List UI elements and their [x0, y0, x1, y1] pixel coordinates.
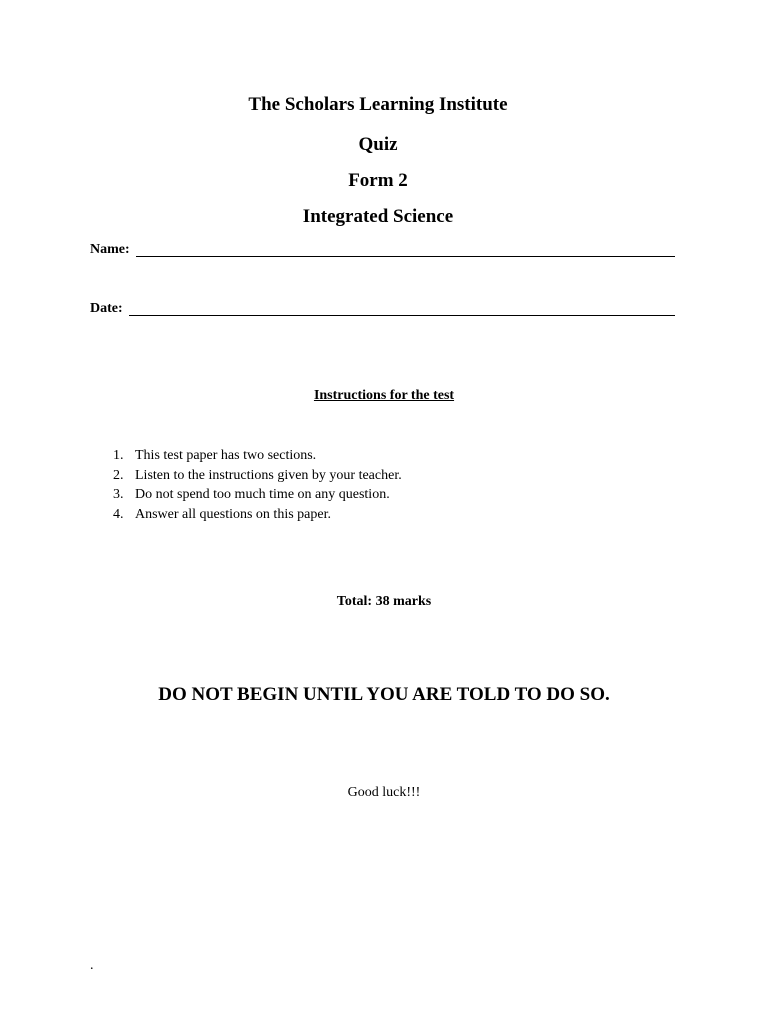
- document-type: Quiz: [358, 134, 398, 155]
- form-level: Form 2: [348, 170, 408, 191]
- name-blank-line: [136, 256, 675, 257]
- instruction-number: 1.: [113, 448, 124, 463]
- instruction-item: [108, 505, 402, 525]
- instruction-number: 3.: [113, 487, 124, 503]
- instruction-number: 4.: [113, 507, 124, 523]
- start-warning: DO NOT BEGIN UNTIL YOU ARE TOLD TO DO SO.: [158, 684, 610, 705]
- instruction-text: Do not spend too much time on any question.: [135, 487, 390, 503]
- instruction-text: This test paper has two sections.: [135, 448, 317, 463]
- instructions-list: [108, 446, 402, 525]
- subject-title: Integrated Science: [302, 206, 454, 227]
- name-label: Name:: [90, 242, 130, 257]
- date-label: Date:: [90, 301, 123, 316]
- instructions-heading: Instructions for the test: [313, 388, 455, 403]
- instruction-item: [108, 466, 402, 486]
- school-name: The Scholars Learning Institute: [248, 94, 508, 115]
- instruction-number: 2.: [113, 467, 124, 483]
- good-luck-message: Good luck!!!: [347, 785, 421, 800]
- date-field-row: [90, 298, 675, 318]
- footer-dot: .: [90, 958, 94, 973]
- total-marks: Total: 38 marks: [336, 594, 432, 609]
- date-blank-line: [129, 315, 675, 316]
- instruction-item: [108, 446, 402, 466]
- instruction-text: Answer all questions on this paper.: [135, 507, 331, 523]
- instruction-item: [108, 485, 402, 505]
- name-field-row: [90, 239, 675, 259]
- instruction-text: Listen to the instructions given by your teacher.: [135, 467, 402, 483]
